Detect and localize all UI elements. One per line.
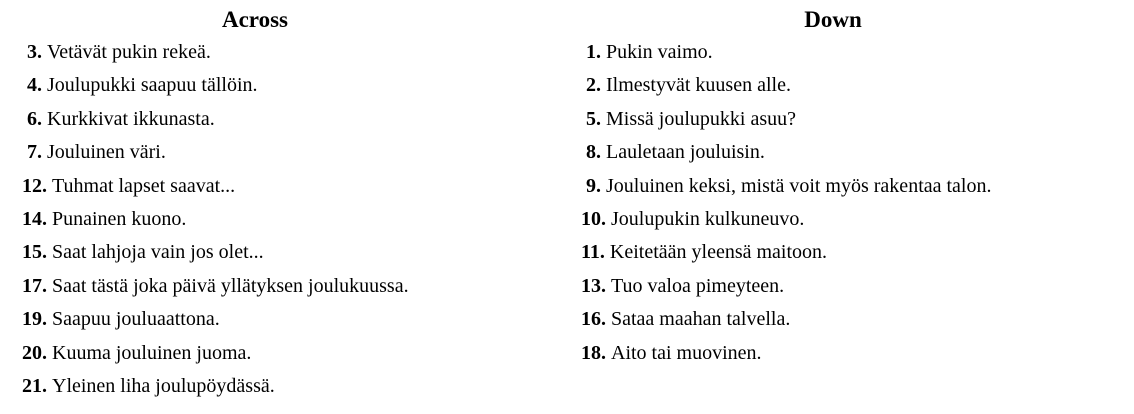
clue-text: Missä joulupukki asuu?	[606, 107, 796, 130]
across-clue-list	[0, 36, 560, 403]
clue-item	[581, 303, 1134, 336]
clue-text: Punainen kuono.	[52, 208, 187, 231]
clue-item	[581, 270, 1134, 303]
clue-number: 12.	[22, 174, 47, 197]
across-header: Across	[221, 7, 288, 32]
clue-number: 8.	[581, 141, 601, 164]
clue-number: 19.	[22, 308, 47, 331]
clue-item	[581, 36, 1134, 69]
clue-number: 14.	[22, 208, 47, 231]
clue-text: Joulupukki saapuu tällöin.	[47, 74, 258, 97]
clue-number: 6.	[22, 107, 42, 130]
clue-item	[581, 103, 1134, 136]
clue-number: 2.	[581, 74, 601, 97]
clue-item	[581, 337, 1134, 370]
clue-text: Tuo valoa pimeyteen.	[611, 274, 785, 297]
clue-item	[22, 136, 560, 169]
clue-text: Ilmestyvät kuusen alle.	[606, 74, 791, 97]
clue-item	[22, 236, 560, 269]
clue-number: 18.	[581, 341, 606, 364]
clue-number: 10.	[581, 208, 606, 231]
clue-text: Pukin vaimo.	[606, 41, 713, 63]
clue-item	[581, 203, 1134, 236]
clue-item	[581, 170, 1134, 203]
down-header: Down	[804, 7, 862, 32]
clue-number: 15.	[22, 241, 47, 264]
clue-item	[22, 36, 560, 69]
clue-number: 21.	[22, 375, 47, 398]
clue-number: 16.	[581, 308, 606, 331]
across-section	[0, 3, 560, 403]
clue-number: 9.	[581, 174, 601, 197]
clue-number: 4.	[22, 74, 42, 97]
clue-number: 7.	[22, 141, 42, 164]
clue-number: 20.	[22, 341, 47, 364]
clue-text: Kurkkivat ikkunasta.	[47, 107, 215, 130]
clue-item	[22, 69, 560, 102]
clue-number: 11.	[581, 241, 605, 264]
clue-number: 5.	[581, 107, 601, 130]
clue-text: Jouluinen keksi, mistä voit myös rakentaa talon.	[606, 174, 992, 197]
clue-number: 13.	[581, 274, 606, 297]
clue-text: Lauletaan jouluisin.	[606, 141, 765, 164]
clue-text: Kuuma jouluinen juoma.	[52, 341, 252, 364]
clue-number: 3.	[22, 41, 42, 63]
clue-number: 17.	[22, 274, 47, 297]
clue-item	[22, 170, 560, 203]
clue-item	[22, 203, 560, 236]
clue-text: Yleinen liha joulupöydässä.	[52, 375, 275, 398]
clue-number: 1.	[581, 41, 601, 63]
clue-item	[22, 337, 560, 370]
clue-text: Saat tästä joka päivä yllätyksen joulukuussa.	[52, 274, 409, 297]
clue-item	[22, 370, 560, 403]
clue-text: Vetävät pukin rekeä.	[47, 41, 211, 63]
clue-item	[581, 236, 1134, 269]
clue-text: Saat lahjoja vain jos olet...	[52, 241, 264, 264]
clue-text: Sataa maahan talvella.	[611, 308, 791, 331]
clue-text: Jouluinen väri.	[47, 141, 166, 164]
clue-text: Keitetään yleensä maitoon.	[609, 241, 828, 264]
down-clue-list	[560, 36, 1134, 370]
clue-item	[581, 136, 1134, 169]
clue-text: Aito tai muovinen.	[611, 341, 762, 364]
clue-item	[22, 303, 560, 336]
clue-item	[581, 69, 1134, 102]
clue-text: Joulupukin kulkuneuvo.	[611, 208, 805, 231]
clue-item	[22, 103, 560, 136]
clue-text: Saapuu jouluaattona.	[52, 308, 220, 331]
clue-item	[22, 270, 560, 303]
clue-text: Tuhmat lapset saavat...	[52, 174, 236, 197]
down-section	[560, 3, 1134, 403]
